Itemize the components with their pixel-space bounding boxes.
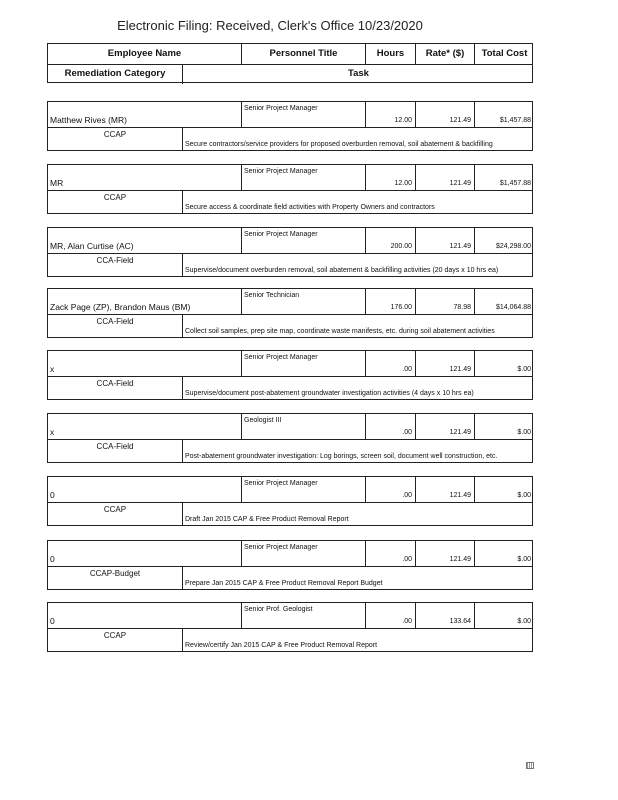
rate-value: 133.64 — [449, 618, 471, 625]
personnel-title: Senior Project Manager — [244, 354, 318, 361]
personnel-title: Geologist III — [244, 417, 282, 424]
task-cell — [182, 376, 534, 400]
table-row — [47, 540, 533, 590]
total-cost-value: $.00 — [517, 492, 531, 499]
category-cell — [48, 376, 182, 400]
row-detail — [48, 165, 532, 191]
table-row — [47, 288, 533, 338]
page-marker-icon — [526, 762, 534, 769]
personnel-title: Senior Prof. Geologist — [244, 606, 313, 613]
total-cost-value: $14,064.88 — [495, 304, 531, 311]
row-task — [48, 127, 532, 151]
total-cost-value: $.00 — [517, 556, 531, 563]
employee-name: 0 — [50, 616, 55, 626]
row-detail — [48, 414, 532, 440]
hours-value: .00 — [402, 366, 412, 373]
hours-cell — [365, 477, 415, 502]
employee-name: MR — [50, 178, 64, 188]
table-row — [47, 101, 533, 151]
employee-name: Matthew Rives (MR) — [50, 115, 127, 125]
header-rate: Rate* ($) — [415, 44, 474, 64]
hours-value: 12.00 — [394, 117, 412, 124]
category-cell — [48, 628, 182, 652]
employee-name: x — [50, 427, 55, 437]
personnel-title: Senior Technician — [244, 292, 300, 299]
category-cell — [48, 253, 182, 277]
task-cell — [182, 127, 534, 151]
remediation-category: CCAP — [103, 193, 127, 202]
personnel-title: Senior Project Manager — [244, 480, 318, 487]
title-cell — [241, 541, 365, 566]
task-cell — [182, 439, 534, 463]
table-row — [47, 476, 533, 526]
table-row — [47, 164, 533, 214]
employee-cell — [48, 477, 241, 502]
hours-cell — [365, 351, 415, 376]
task-description: Prepare Jan 2015 CAP & Free Product Removal Report Budget — [185, 580, 383, 587]
rate-cell — [415, 603, 474, 628]
hours-cell — [365, 165, 415, 190]
rate-value: 121.49 — [449, 366, 471, 373]
cost-cell — [474, 289, 534, 314]
task-description: Review/certify Jan 2015 CAP & Free Product Removal Report — [185, 642, 378, 649]
table-row — [47, 413, 533, 463]
remediation-category: CCA-Field — [96, 379, 134, 388]
row-task — [48, 502, 532, 526]
employee-cell — [48, 541, 241, 566]
task-description: Supervise/document post-abatement groundwater investigation activities (4 days x 10 hrs ea) — [185, 390, 474, 397]
total-cost-value: $1,457.88 — [499, 117, 531, 124]
rate-cell — [415, 477, 474, 502]
row-detail — [48, 603, 532, 629]
employee-cell — [48, 289, 241, 314]
title-cell — [241, 102, 365, 127]
task-description: Post-abatement groundwater investigation: Log borings, screen soil, document well construction, etc. — [185, 453, 498, 460]
task-description: Supervise/document overburden removal, soil abatement & backfilling activities (20 days x 10 hrs ea) — [185, 267, 499, 274]
personnel-title: Senior Project Manager — [244, 231, 318, 238]
category-cell — [48, 439, 182, 463]
title-cell — [241, 477, 365, 502]
rate-value: 121.49 — [449, 429, 471, 436]
header-personnel-title: Personnel Title — [241, 44, 365, 64]
rate-value: 121.49 — [449, 492, 471, 499]
remediation-category: CCA-Field — [96, 256, 134, 265]
remediation-category: CCA-Field — [96, 317, 134, 326]
hours-value: .00 — [402, 618, 412, 625]
remediation-category: CCAP — [103, 130, 127, 139]
employee-name: 0 — [50, 554, 55, 564]
cost-cell — [474, 477, 534, 502]
task-cell — [182, 253, 534, 277]
category-cell — [48, 566, 182, 590]
employee-name: x — [50, 364, 55, 374]
rate-cell — [415, 351, 474, 376]
header-remediation-category: Remediation Category — [64, 68, 166, 79]
personnel-title: Senior Project Manager — [244, 105, 318, 112]
hours-value: .00 — [402, 492, 412, 499]
row-detail — [48, 228, 532, 254]
hours-value: 200.00 — [390, 243, 412, 250]
category-cell — [48, 190, 182, 214]
row-detail — [48, 289, 532, 315]
hours-value: .00 — [402, 429, 412, 436]
row-task — [48, 190, 532, 214]
row-task — [48, 628, 532, 652]
task-description: Draft Jan 2015 CAP & Free Product Removal Report — [185, 516, 349, 523]
title-cell — [241, 351, 365, 376]
row-detail — [48, 102, 532, 128]
total-cost-value: $1,457.88 — [499, 180, 531, 187]
rate-cell — [415, 414, 474, 439]
personnel-title: Senior Project Manager — [244, 168, 318, 175]
row-detail — [48, 351, 532, 377]
header-row-1 — [48, 44, 532, 65]
hours-value: .00 — [402, 556, 412, 563]
rate-cell — [415, 289, 474, 314]
row-detail — [48, 477, 532, 503]
cost-cell — [474, 603, 534, 628]
rate-value: 78.98 — [453, 304, 471, 311]
total-cost-value: $.00 — [517, 366, 531, 373]
employee-cell — [48, 603, 241, 628]
rate-cell — [415, 165, 474, 190]
task-cell — [182, 628, 534, 652]
header-task: Task — [182, 64, 534, 84]
header-row-2 — [48, 64, 532, 84]
category-cell — [48, 502, 182, 526]
rate-cell — [415, 228, 474, 253]
document-title: Electronic Filing: Received, Clerk's Office 10/23/2020 — [117, 18, 423, 33]
employee-cell — [48, 228, 241, 253]
hours-value: 12.00 — [394, 180, 412, 187]
table-row — [47, 227, 533, 277]
header-hours: Hours — [365, 44, 415, 64]
cost-cell — [474, 541, 534, 566]
title-cell — [241, 165, 365, 190]
remediation-category: CCAP — [103, 631, 127, 640]
row-task — [48, 439, 532, 463]
task-description: Collect soil samples, prep site map, coordinate waste manifests, etc. during soil abatement activities — [185, 328, 495, 335]
rate-cell — [415, 541, 474, 566]
hours-cell — [365, 414, 415, 439]
task-cell — [182, 314, 534, 338]
hours-cell — [365, 603, 415, 628]
rate-value: 121.49 — [449, 243, 471, 250]
row-task — [48, 253, 532, 277]
total-cost-value: $.00 — [517, 618, 531, 625]
cost-cell — [474, 351, 534, 376]
cost-cell — [474, 414, 534, 439]
hours-cell — [365, 289, 415, 314]
header-total-cost: Total Cost — [474, 44, 534, 64]
employee-cell — [48, 102, 241, 127]
personnel-title: Senior Project Manager — [244, 544, 318, 551]
cost-cell — [474, 228, 534, 253]
row-detail — [48, 541, 532, 567]
rate-cell — [415, 102, 474, 127]
hours-value: 176.00 — [390, 304, 412, 311]
total-cost-value: $24,298.00 — [495, 243, 531, 250]
table-row — [47, 350, 533, 400]
category-cell — [48, 314, 182, 338]
table-header — [47, 43, 533, 83]
row-task — [48, 376, 532, 400]
row-task — [48, 314, 532, 338]
employee-name: Zack Page (ZP), Brandon Maus (BM) — [50, 302, 191, 312]
employee-name: MR, Alan Curtise (AC) — [50, 241, 134, 251]
cost-cell — [474, 165, 534, 190]
cost-cell — [474, 102, 534, 127]
row-task — [48, 566, 532, 590]
remediation-category: CCA-Field — [96, 442, 134, 451]
remediation-category: CCAP — [103, 505, 127, 514]
task-description: Secure contractors/service providers for proposed overburden removal, soil abatement & backfilling — [185, 141, 493, 148]
title-cell — [241, 228, 365, 253]
title-cell — [241, 603, 365, 628]
total-cost-value: $.00 — [517, 429, 531, 436]
hours-cell — [365, 541, 415, 566]
task-cell — [182, 190, 534, 214]
rate-value: 121.49 — [449, 117, 471, 124]
table-row — [47, 602, 533, 652]
title-cell — [241, 414, 365, 439]
employee-name: 0 — [50, 490, 55, 500]
task-cell — [182, 502, 534, 526]
title-cell — [241, 289, 365, 314]
rate-value: 121.49 — [449, 556, 471, 563]
remediation-category: CCAP-Budget — [89, 569, 141, 578]
hours-cell — [365, 102, 415, 127]
employee-cell — [48, 351, 241, 376]
rate-value: 121.49 — [449, 180, 471, 187]
employee-cell — [48, 414, 241, 439]
employee-cell — [48, 165, 241, 190]
header-employee-name: Employee Name — [107, 48, 182, 59]
category-cell — [48, 127, 182, 151]
hours-cell — [365, 228, 415, 253]
task-description: Secure access & coordinate field activities with Property Owners and contractors — [185, 204, 435, 211]
task-cell — [182, 566, 534, 590]
